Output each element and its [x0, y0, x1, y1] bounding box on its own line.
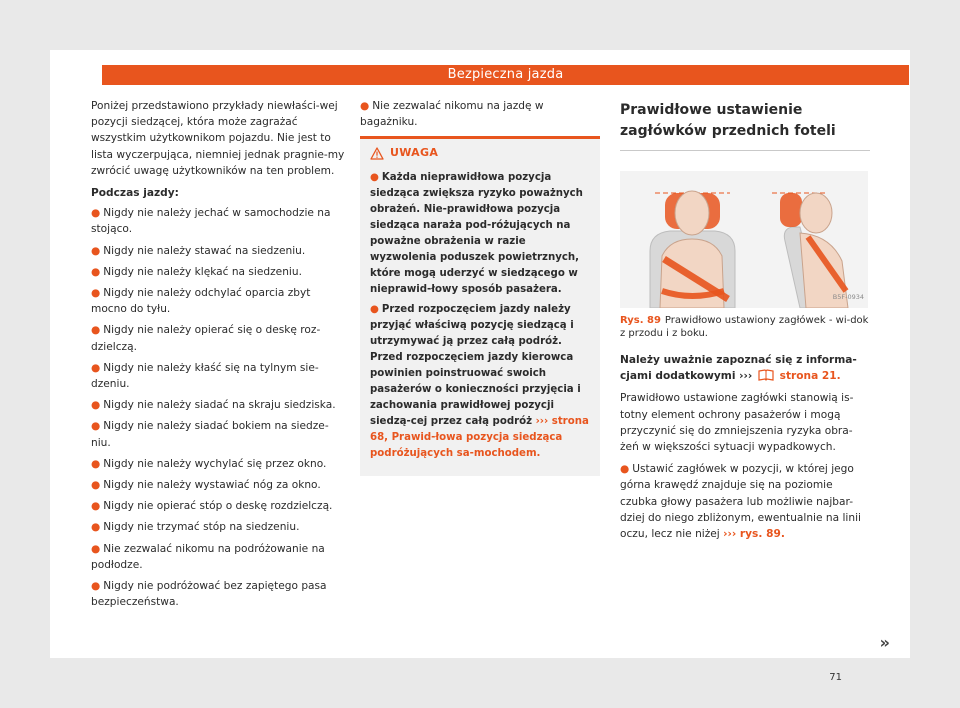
bullet-dot-icon: ● [91, 580, 101, 593]
list-item: ● Nigdy nie należy wystawiać nóg za okno. [91, 479, 321, 492]
list-item: ● Nigdy nie należy stawać na siedzeniu. [91, 244, 306, 257]
list-item: ● Nigdy nie należy klękać na siedzeniu. [91, 265, 302, 278]
bullet-dot-icon: ● [370, 171, 379, 183]
bullet-dot-icon: ● [91, 521, 101, 534]
figure-label: Rys. 89 [620, 315, 661, 326]
warning-triangle-icon [370, 147, 384, 160]
bullet-dot-icon: ● [360, 100, 370, 112]
body-paragraph: Prawidłowo ustawione zagłówki stanowią is-totny element ochrony pasażerów i mogą przyczynić się do zmniejszenia ryzyka obra-żeń w większości sytuacji wypadkowych. [620, 392, 854, 454]
bullet-dot-icon: ● [91, 420, 101, 433]
continue-mark: » [879, 633, 890, 652]
page-sheet [50, 50, 910, 683]
warning-title: UWAGA [370, 139, 590, 167]
list-item: ● Nigdy nie trzymać stóp na siedzeniu. [91, 521, 300, 534]
list-item: ● Nigdy nie należy odchylać oparcia zbyt mocno do tyłu. [91, 287, 311, 316]
list-item: ● Nigdy nie należy jechać w samochodzie na stojąco. [91, 207, 331, 236]
book-icon [758, 369, 774, 381]
chapter-header: Bezpieczna jazda [102, 65, 909, 85]
list-item: ● Nigdy nie należy wychylać się przez okno. [91, 457, 327, 470]
column-right [620, 98, 870, 547]
headrest-illustration [620, 171, 868, 308]
figure-caption: Rys. 89 Prawidłowo ustawiony zagłówek - wi-dok z przodu i z boku. [620, 315, 869, 339]
headrest-figure [620, 171, 868, 308]
bullet-list [91, 205, 346, 610]
page-number: 71 [829, 672, 842, 683]
bullet-dot-icon: ● [91, 361, 101, 374]
cross-reference-link[interactable]: ››› strona 68, Prawid-łowa pozycja siedząca podróżujących sa-mochodem. [370, 415, 589, 459]
bullet-dot-icon: ● [91, 500, 101, 513]
list-item: ● Ustawić zagłówek w pozycji, w której jego górna krawędź znajduje się na poziomie czubka głowy pasażera lub możliwie najbar-dziej do niego zbliżonym, ewentualnie na linii oczu, lecz nie niżej ››› rys. 89. [620, 463, 861, 541]
warning-item: ● Przed rozpoczęciem jazdy należy przyjąć właściwą pozycję siedzącą i utrzymywać ją przez całą podróż. Przed rozpoczęciem jazdy kierowca powinien poinstruować swoich pasażerów o konieczności przyjęcia i zachowania prawidłowej pozycji siedzą-cej przez całą podróż ››› strona 68, Prawid-łowa pozycja siedząca podróżujących sa-mochodem. [370, 303, 589, 459]
bullet-dot-icon: ● [91, 399, 101, 412]
column-middle [360, 98, 600, 476]
list-item: ● Nigdy nie należy kłaść się na tylnym sie-dzeniu. [91, 361, 319, 391]
cross-reference-link[interactable]: strona 21. [779, 370, 841, 383]
list-item: ● Nigdy nie należy siadać bokiem na siedze-niu. [91, 420, 329, 449]
bullet-dot-icon: ● [91, 479, 101, 492]
cross-reference-link[interactable]: ››› rys. 89. [723, 528, 785, 541]
intro-paragraph: Poniżej przedstawiono przykłady niewłaści-wej pozycji siedzącej, która może zagrażać wszystkim użytkownikom pojazdu. Nie jest to lista wyczerpująca, niemniej jednak pragnie-my zwrócić uwagę użytkowników na ten problem. [91, 100, 345, 177]
bullet-dot-icon: ● [370, 303, 379, 315]
bullet-dot-icon: ● [91, 287, 101, 300]
bullet-dot-icon: ● [620, 463, 630, 476]
list-item: ● Nie zezwalać nikomu na jazdę w bagażniku. [360, 100, 544, 129]
bullet-dot-icon: ● [91, 457, 101, 470]
list-item: ● Nie zezwalać nikomu na podróżowanie na podłodze. [91, 542, 325, 571]
warning-item: ● Każda nieprawidłowa pozycja siedząca zwiększa ryzyko poważnych obrażeń. Nie-prawidłowa pozycja siedząca naraża pod-różujących na poważne obrażenia w razie wyzwolenia poduszek powietrznych, które mogą uderzyć w siedzącego w nieprawid-łowy sposób pasażera. [370, 171, 583, 295]
bullet-dot-icon: ● [91, 207, 101, 220]
bullet-dot-icon: ● [91, 265, 101, 278]
list-item: ● Nigdy nie należy opierać się o deskę roz-dzielczą. [91, 324, 321, 353]
section-title: Prawidłowe ustawienie zagłówków przednich foteli [620, 100, 870, 151]
list-item: ● Nigdy nie należy siadać na skraju siedziska. [91, 399, 336, 412]
list-item: ● Nigdy nie podróżować bez zapiętego pasa bezpieczeństwa. [91, 580, 327, 609]
bullet-dot-icon: ● [91, 244, 101, 257]
notice-paragraph: Należy uważnie zapoznać się z informa-cjami dodatkowymi ››› strona 21. [620, 354, 857, 383]
column-left [91, 98, 346, 615]
while-driving-heading: Podczas jazdy: [91, 187, 179, 200]
bullet-dot-icon: ● [91, 324, 101, 337]
list-item: ● Nigdy nie opierać stóp o deskę rozdzielczą. [91, 500, 333, 513]
warning-box [360, 136, 600, 475]
figure-code: B5F-0934 [832, 292, 864, 301]
bullet-dot-icon: ● [91, 542, 101, 555]
